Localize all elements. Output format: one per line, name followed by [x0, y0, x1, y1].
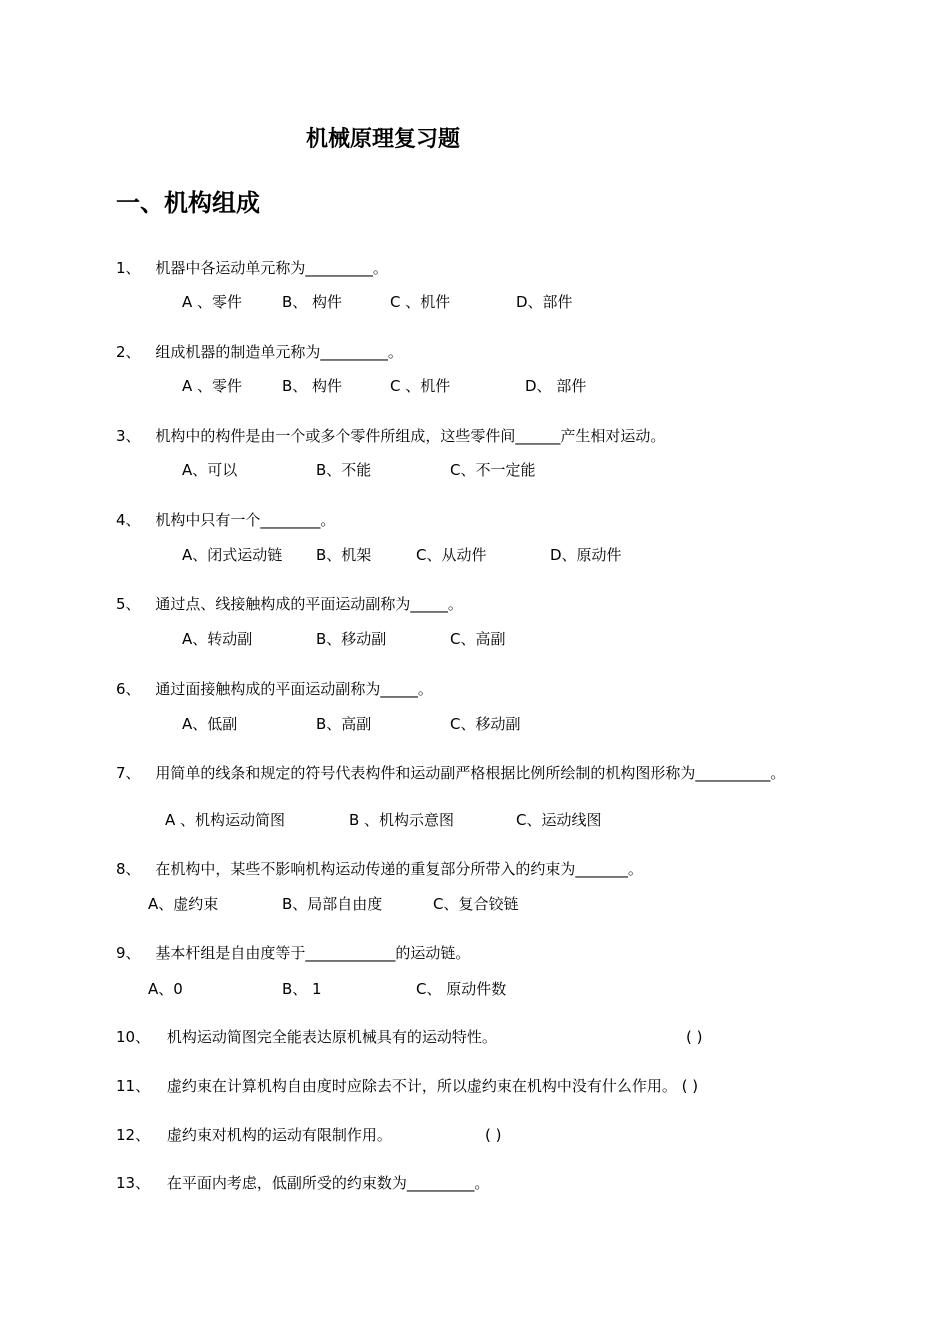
option-b: B、移动副	[316, 630, 387, 648]
question-8	[116, 859, 643, 879]
question-7	[116, 763, 785, 783]
question-9	[116, 943, 470, 963]
option-a: A、0	[148, 980, 183, 998]
question-number: 1、	[116, 259, 141, 277]
option-d: D、部件	[516, 293, 573, 311]
question-3	[116, 426, 665, 446]
option-a: A 、零件	[182, 377, 243, 395]
question-text: 通过面接触构成的平面运动副称为_____。	[155, 680, 433, 698]
question-number: 8、	[116, 860, 141, 878]
question-text: 用简单的线条和规定的符号代表构件和运动副严格根据比例所绘制的机构图形称为__________。	[155, 764, 786, 782]
question-number: 4、	[116, 511, 141, 529]
option-a: A 、零件	[182, 293, 243, 311]
option-b: B、局部自由度	[282, 895, 383, 913]
option-c: C、不一定能	[450, 461, 536, 479]
option-b: B、 1	[282, 980, 322, 998]
option-c: C、复合铰链	[433, 895, 519, 913]
question-text: 基本杆组是自由度等于____________的运动链。	[155, 944, 471, 962]
answer-parentheses: ( )	[686, 1028, 703, 1046]
question-number: 13、	[116, 1174, 151, 1192]
option-a: A、低副	[182, 715, 238, 733]
option-a: A、可以	[182, 461, 238, 479]
section-heading: 一、机构组成	[116, 189, 260, 217]
option-b: B、不能	[316, 461, 372, 479]
question-text: 机器中各运动单元称为_________。	[155, 259, 388, 277]
answer-parentheses: ( )	[681, 1077, 699, 1095]
option-a: A、转动副	[182, 630, 253, 648]
question-number: 12、	[116, 1126, 151, 1144]
option-c: C、 原动件数	[416, 980, 507, 998]
option-b: B、高副	[316, 715, 372, 733]
question-number: 9、	[116, 944, 141, 962]
question-text: 组成机器的制造单元称为_________。	[155, 343, 403, 361]
option-d: D、 部件	[525, 377, 587, 395]
option-c: C、运动线图	[516, 811, 602, 829]
question-11	[116, 1076, 698, 1096]
document-title: 机械原理复习题	[306, 127, 461, 152]
question-5	[116, 594, 463, 614]
question-number: 6、	[116, 680, 141, 698]
option-b: B 、机构示意图	[349, 811, 455, 829]
question-6	[116, 679, 433, 699]
question-text: 在平面内考虑，低副所受的约束数为_________。	[166, 1174, 490, 1192]
option-c: C、移动副	[450, 715, 521, 733]
question-text: 虚约束在计算机构自由度时应除去不计，所以虚约束在机构中没有什么作用。	[166, 1077, 677, 1095]
question-text: 机构中只有一个________。	[155, 511, 336, 529]
option-c: C 、机件	[390, 293, 451, 311]
question-4	[116, 510, 335, 530]
question-13	[116, 1173, 489, 1193]
option-a: A、闭式运动链	[182, 546, 283, 564]
option-a: A 、机构运动简图	[165, 811, 286, 829]
question-10	[116, 1027, 497, 1047]
option-c: C 、机件	[390, 377, 451, 395]
question-text: 机构运动简图完全能表达原机械具有的运动特性。	[166, 1028, 497, 1046]
question-number: 11、	[116, 1077, 151, 1095]
option-a: A、虚约束	[148, 895, 219, 913]
option-b: B、机架	[316, 546, 372, 564]
option-c: C、从动件	[416, 546, 487, 564]
option-d: D、原动件	[550, 546, 622, 564]
answer-parentheses: ( )	[485, 1126, 502, 1144]
question-number: 2、	[116, 343, 141, 361]
question-text: 通过点、线接触构成的平面运动副称为_____。	[155, 595, 463, 613]
option-b: B、 构件	[282, 293, 343, 311]
question-2	[116, 342, 403, 362]
question-12	[116, 1125, 392, 1145]
question-number: 10、	[116, 1028, 151, 1046]
option-c: C、高副	[450, 630, 506, 648]
question-text: 在机构中，某些不影响机构运动传递的重复部分所带入的约束为_______。	[155, 860, 643, 878]
question-number: 3、	[116, 427, 141, 445]
question-number: 7、	[116, 764, 141, 782]
option-b: B、 构件	[282, 377, 343, 395]
question-text: 机构中的构件是由一个或多个零件所组成，这些零件间______产生相对运动。	[155, 427, 666, 445]
question-text: 虚约束对机构的运动有限制作用。	[166, 1126, 392, 1144]
question-1	[116, 258, 388, 278]
question-number: 5、	[116, 595, 141, 613]
